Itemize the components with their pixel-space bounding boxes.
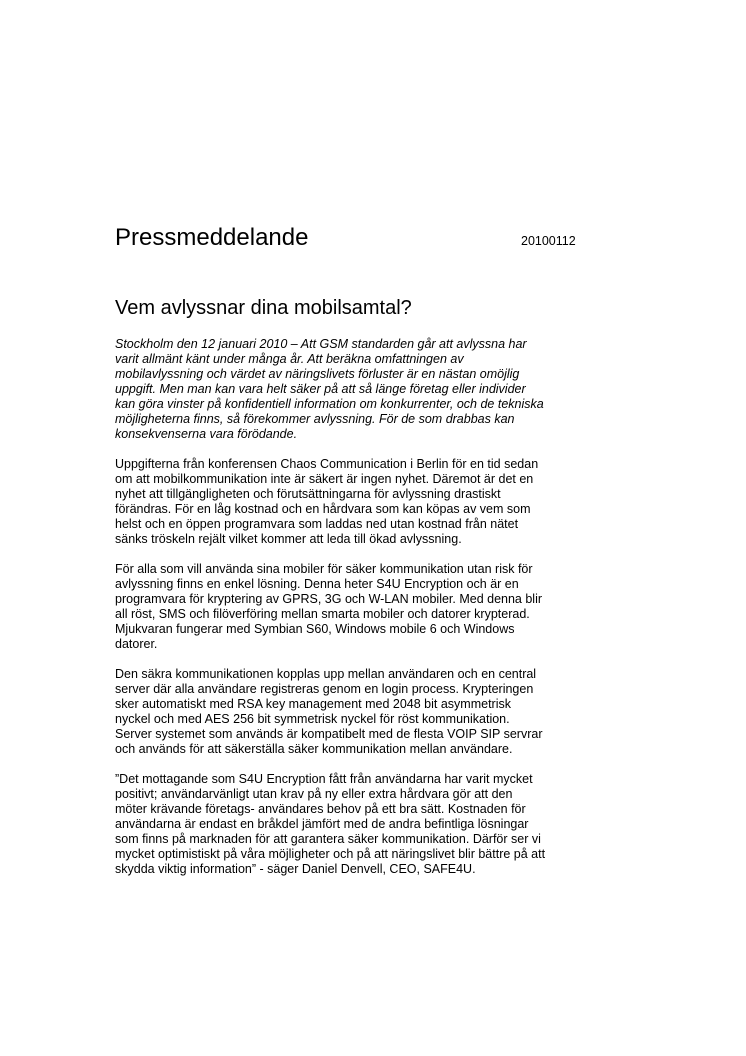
text-line: ”Det mottagande som S4U Encryption fått från användarna har varit mycket — [115, 772, 533, 786]
text-line: sker automatiskt med RSA key management med 2048 bit asymmetrisk — [115, 697, 511, 711]
text-line: positivt; användarvänligt utan krav på ny eller extra hårdvara gör att den — [115, 787, 513, 801]
text-line: helst och en öppen programvara som laddas ned utan kostnad från nätet — [115, 517, 519, 531]
body-paragraph — [115, 457, 640, 547]
text-line: varit allmänt känt under många år. Att beräkna omfattningen av — [115, 352, 464, 366]
document-body — [115, 337, 640, 892]
text-line: och används för att säkerställa säker kommunikation mellan användare. — [115, 742, 513, 756]
text-line: möter krävande företags- användares behov på ett bra sätt. Kostnaden för — [115, 802, 526, 816]
text-line: Mjukvaran fungerar med Symbian S60, Windows mobile 6 och Windows — [115, 622, 515, 636]
body-paragraph — [115, 667, 640, 757]
text-line: Stockholm den 12 januari 2010 – Att GSM standarden går att avlyssna har — [115, 337, 527, 351]
text-line: server där alla användare registreras genom en login process. Krypteringen — [115, 682, 534, 696]
text-line: användarna är endast en bråkdel jämfört med de andra befintliga lösningar — [115, 817, 529, 831]
text-line: kan göra vinster på konfidentiell information om konkurrenter, och de tekniska — [115, 397, 544, 411]
text-line: som finns på marknaden för att garantera säker kommunikation. Därför ser vi — [115, 832, 541, 846]
body-paragraph — [115, 562, 640, 652]
text-line: Uppgifterna från konferensen Chaos Communication i Berlin för en tid sedan — [115, 457, 539, 471]
text-line: all röst, SMS och filöverföring mellan smarta mobiler och datorer krypterad. — [115, 607, 530, 621]
text-line: om att mobilkommunikation inte är säkert är ingen nyhet. Däremot är det en — [115, 472, 534, 486]
text-line: avlyssning finns en enkel lösning. Denna heter S4U Encryption och är en — [115, 577, 519, 591]
text-line: Den säkra kommunikationen kopplas upp mellan användaren och en central — [115, 667, 537, 681]
text-line: datorer. — [115, 637, 158, 651]
text-line: mycket optimistiskt på våra möjligheter och på att näringslivet blir bättre på att — [115, 847, 546, 861]
text-line: skydda viktig information” - säger Daniel Denvell, CEO, SAFE4U. — [115, 862, 476, 876]
text-line: För alla som vill använda sina mobiler för säker kommunikation utan risk för — [115, 562, 533, 576]
quote-paragraph — [115, 772, 640, 877]
text-line: programvara för kryptering av GPRS, 3G och W-LAN mobiler. Med denna blir — [115, 592, 543, 606]
text-line: nyhet att tillgängligheten och förutsättningarna för avlyssning drastiskt — [115, 487, 501, 501]
text-line: uppgift. Men man kan vara helt säker på att så länge företag eller individer — [115, 382, 526, 396]
text-line: Server systemet som används är kompatibelt med de flesta VOIP SIP servrar — [115, 727, 543, 741]
text-line: möjligheterna finns, så förekommer avlyssning. För de som drabbas kan — [115, 412, 515, 426]
text-line: förändras. För en låg kostnad och en hårdvara som kan köpas av vem som — [115, 502, 531, 516]
text-line: sänks tröskeln rejält vilket kommer att leda till ökad avlyssning. — [115, 532, 462, 546]
text-line: konsekvenserna vara förödande. — [115, 427, 298, 441]
document-title: Pressmeddelande — [115, 224, 309, 251]
document-date: 20100112 — [521, 234, 576, 248]
text-line: nyckel och med AES 256 bit symmetrisk nyckel för röst kommunikation. — [115, 712, 510, 726]
text-line: mobilavlyssning och värdet av näringslivets förluster är en nästan omöjlig — [115, 367, 520, 381]
headline: Vem avlyssnar dina mobilsamtal? — [115, 297, 412, 319]
lead-paragraph — [115, 337, 640, 442]
